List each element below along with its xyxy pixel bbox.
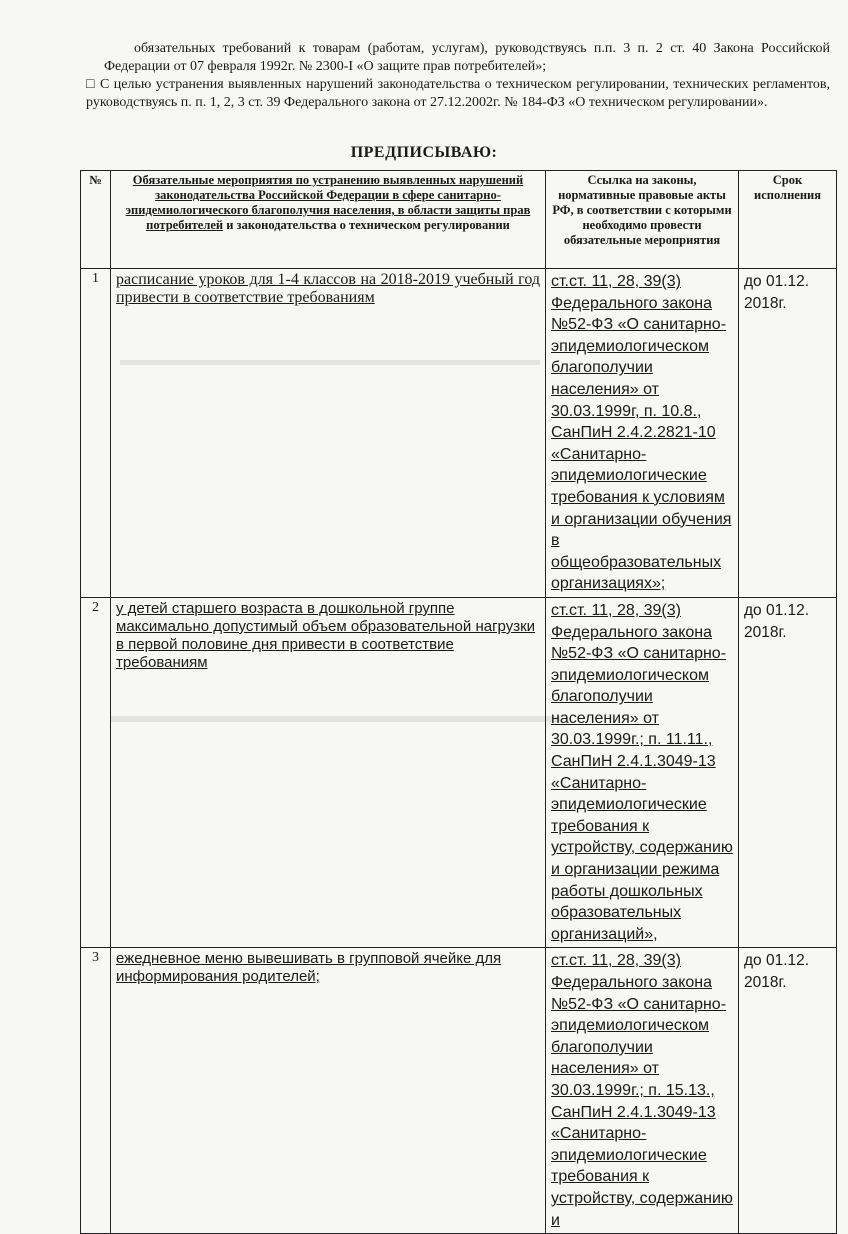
table-row [81,948,837,1234]
intro-paragraph-1: обязательных требований к товарам (работам, услугам), руководствуясь п.п. 3 п. 2 ст. 40 Закона Российской Федерации от 07 февраля 1992г. № 2300-I «О защите прав потребителей»; [104,41,830,74]
row-deadline: до 01.12. 2018г. [739,948,837,1234]
header-measures-underlined: Обязательные мероприятия по устранению выявленных нарушений законодательства Российской Федерации в сфере санитарно-эпидемиологического благополучия населения, в области защиты прав потребителей [125,173,531,232]
row-num: 1 [81,269,111,598]
intro-text [86,40,830,112]
header-num: № [81,171,111,269]
row-num: 2 [81,597,111,948]
row-law-reference: ст.ст. 11, 28, 39(3) Федерального закона №52-ФЗ «О санитарно-эпидемиологическом благополучии населения» от 30.03.1999г.; п. 15.13., СанПиН 2.4.1.3049-13 «Санитарно-эпидемиологические требования к устройству, содержанию и [546,948,739,1234]
header-measures [111,171,546,269]
row-deadline: до 01.12. 2018г. [739,597,837,948]
orders-table [80,170,837,1234]
header-deadline: Срок исполнения [739,171,837,269]
row-deadline: до 01.12. 2018г. [739,269,837,598]
table-row [81,269,837,598]
row-law-reference: ст.ст. 11, 28, 39(3) Федерального закона №52-ФЗ «О санитарно-эпидемиологическом благополучии населения» от 30.03.1999г, п. 10.8., СанПиН 2.4.2.2821-10 «Санитарно-эпидемиологические требования к условиям и организации обучения в общеобразовательных организациях»; [546,269,739,598]
row-num: 3 [81,948,111,1234]
row-law-reference: ст.ст. 11, 28, 39(3) Федерального закона №52-ФЗ «О санитарно-эпидемиологическом благополучии населения» от 30.03.1999г.; п. 11.11., СанПиН 2.4.1.3049-13 «Санитарно-эпидемиологические требования к устройству, содержанию и организации режима работы дошкольных образовательных организаций», [546,597,739,948]
order-heading: ПРЕДПИСЫВАЮ: [350,144,498,161]
header-measures-rest: и законодательства о техническом регулировании [223,218,510,232]
intro-paragraph-2: □ С целью устранения выявленных нарушений законодательства о техническом регулировании, технических регламентов, руководствуясь п. п. 1, 2, 3 ст. 39 Федерального закона от 27.12.2002г. № 184-ФЗ «О техническом регулировании». [86,77,830,110]
row-task: у детей старшего возраста в дошкольной группе максимально допустимый объем образовательной нагрузки в первой половине дня привести в соответствие требованиям [111,597,546,948]
table-row [81,597,837,948]
row-task: ежедневное меню вывешивать в групповой ячейке для информирования родителей; [111,948,546,1234]
header-laws: Ссылка на законы, нормативные правовые акты РФ, в соответствии с которыми необходимо провести обязательные мероприятия [546,171,739,269]
table-header-row [81,171,837,269]
row-task: расписание уроков для 1-4 классов на 2018-2019 учебный год привести в соответствие требованиям [111,269,546,598]
